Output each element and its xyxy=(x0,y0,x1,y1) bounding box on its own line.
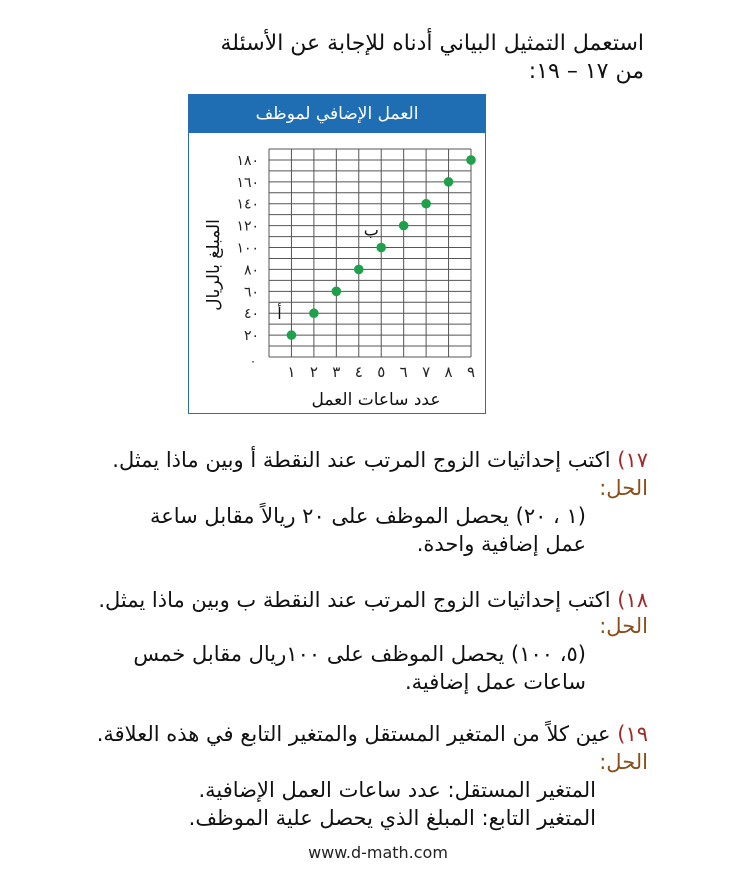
y-tick-label: ٢٠ xyxy=(243,328,259,345)
y-axis-label: المبلغ بالريال xyxy=(204,219,224,311)
question-18 xyxy=(8,586,648,614)
answer-19-line-2: المتغير التابع: المبلغ الذي يحصل علية الموظف. xyxy=(188,806,596,830)
footer-url: www.d-math.com xyxy=(308,843,448,862)
x-tick-label: ٥ xyxy=(377,363,386,381)
data-point xyxy=(466,155,476,165)
chart-title: العمل الإضافي لموظف xyxy=(189,95,485,133)
intro-text xyxy=(84,30,644,86)
data-point xyxy=(332,287,342,297)
x-tick-label: ٩ xyxy=(466,363,476,381)
data-point xyxy=(287,330,297,340)
x-tick-label: ٨ xyxy=(444,363,453,381)
data-point xyxy=(354,265,364,275)
x-tick-label: ٤ xyxy=(354,363,363,381)
chart-panel xyxy=(188,94,486,414)
y-tick-label: ١٨٠ xyxy=(236,152,259,169)
question-19 xyxy=(8,720,648,748)
data-point xyxy=(444,177,454,187)
y-tick-label: ٤٠ xyxy=(243,306,259,323)
data-point xyxy=(309,308,319,318)
answer-17-line-1: (١ ، ٢٠) يحصل الموظف على ٢٠ ريالاً مقابل ساعة xyxy=(149,504,586,528)
x-tick-label: ١ xyxy=(287,363,296,381)
question-17 xyxy=(8,446,648,474)
data-point xyxy=(421,199,431,209)
y-tick-label: ١٦٠ xyxy=(236,174,259,191)
answer-19-line-1: المتغير المستقل: عدد ساعات العمل الإضافية. xyxy=(198,778,596,802)
solution-label-18: الحل: xyxy=(599,614,648,638)
data-point xyxy=(376,243,386,253)
point-annotation: ب xyxy=(363,220,379,240)
origin-label: ٠ xyxy=(249,354,257,368)
x-axis-label: عدد ساعات العمل xyxy=(311,390,441,410)
question-17-number: ١٧) xyxy=(617,448,648,472)
chart-svg xyxy=(189,95,487,415)
point-annotation: أ xyxy=(277,304,282,324)
solution-label-17: الحل: xyxy=(599,476,648,500)
question-19-number: ١٩) xyxy=(617,722,648,746)
data-point xyxy=(399,221,409,231)
answer-18-line-1: (٥، ١٠٠) يحصل الموظف على ١٠٠ريال مقابل خمس xyxy=(133,642,586,666)
x-tick-label: ٦ xyxy=(399,363,408,381)
question-18-number: ١٨) xyxy=(617,588,648,612)
x-tick-label: ٢ xyxy=(309,363,318,381)
answer-18 xyxy=(86,640,586,696)
question-19-text: عين كلاً من المتغير المستقل والمتغير التابع في هذه العلاقة. xyxy=(96,722,611,746)
y-tick-label: ٦٠ xyxy=(243,284,259,301)
answer-18-line-2: ساعات عمل إضافية. xyxy=(405,670,586,694)
answer-17-line-2: عمل إضافية واحدة. xyxy=(416,532,586,556)
y-tick-label: ٨٠ xyxy=(243,262,259,279)
x-tick-label: ٧ xyxy=(422,363,431,381)
question-18-text: اكتب إحداثيات الزوج المرتب عند النقطة ب وبين ماذا يمثل. xyxy=(98,588,611,612)
solution-label-19: الحل: xyxy=(599,750,648,774)
y-tick-label: ١٠٠ xyxy=(236,240,259,257)
intro-line-2: من ١٧ – ١٩: xyxy=(528,59,644,84)
question-17-text: اكتب إحداثيات الزوج المرتب عند النقطة أ وبين ماذا يمثل. xyxy=(112,448,611,472)
y-tick-label: ١٢٠ xyxy=(236,218,259,235)
y-tick-label: ١٤٠ xyxy=(236,196,259,213)
x-tick-label: ٣ xyxy=(332,363,341,381)
answer-19 xyxy=(96,776,596,832)
answer-17 xyxy=(86,502,586,558)
intro-line-1: استعمل التمثيل البياني أدناه للإجابة عن الأسئلة xyxy=(220,31,644,56)
